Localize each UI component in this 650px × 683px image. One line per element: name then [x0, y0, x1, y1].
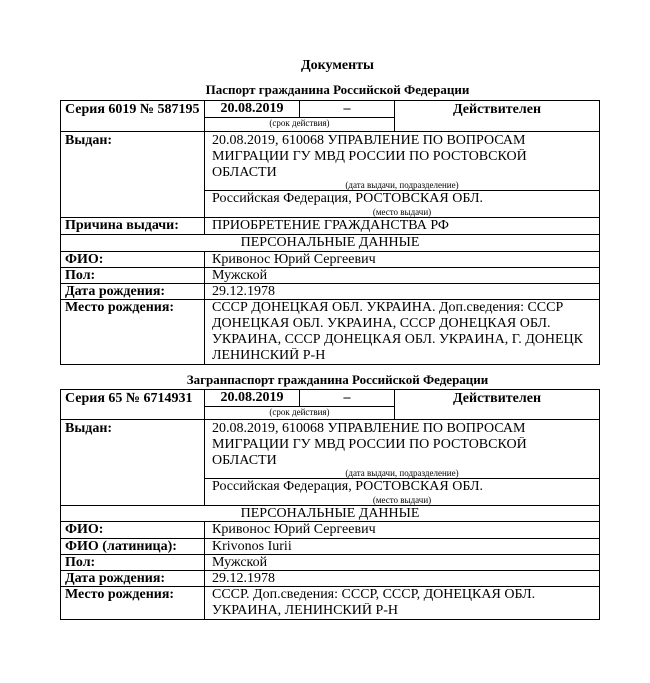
passport-birth-place-line: СССР ДОНЕЦКАЯ ОБЛ. УКРАИНА. Доп.сведения: СССР — [212, 300, 564, 315]
passport-issue-place: Российская Федерация, РОСТОВСКАЯ ОБЛ. — [212, 191, 484, 206]
passport-reason-label: Причина выдачи: — [61, 218, 205, 234]
passport-issued-caption: (дата выдачи, подразделение) — [345, 180, 459, 190]
foreign-issued-line: 20.08.2019, 610068 УПРАВЛЕНИЕ ПО ВОПРОСАМ — [212, 421, 526, 436]
passport-birth-place-value — [205, 300, 599, 364]
passport-validity-row — [61, 101, 599, 131]
foreign-issued-authority — [205, 420, 599, 479]
passport-validity-dates — [205, 101, 394, 118]
foreign-status: Действителен — [452, 391, 542, 406]
foreign-birth-date-label: Дата рождения: — [61, 571, 205, 586]
passport-issued-line: МИГРАЦИИ ГУ МВД РОССИИ ПО РОСТОВСКОЙ — [212, 149, 527, 164]
foreign-personal-data-header: ПЕРСОНАЛЬНЫЕ ДАННЫЕ — [240, 505, 420, 521]
foreign-issue-place-caption: (место выдачи) — [372, 495, 432, 505]
passport-full-name-value: Кривонос Юрий Сергеевич — [212, 252, 376, 267]
passport-series-number: Серия 6019 № 587195 — [61, 101, 205, 131]
foreign-full-name-row — [61, 521, 599, 538]
passport-heading: Паспорт гражданина Российской Федерации — [205, 82, 470, 97]
passport-issued-row — [61, 131, 599, 217]
foreign-issued-caption: (дата выдачи, подразделение) — [345, 468, 459, 478]
passport-personal-data-row — [61, 234, 599, 251]
passport-birth-date-value: 29.12.1978 — [212, 284, 275, 299]
foreign-birth-place-row — [61, 586, 599, 619]
passport-full-name-label: ФИО: — [61, 252, 205, 267]
passport-table — [60, 100, 600, 365]
foreign-passport-heading: Загранпаспорт гражданина Российской Федерации — [186, 372, 489, 387]
passport-validity-start-date: 20.08.2019 — [205, 101, 300, 117]
passport-validity-period — [205, 101, 395, 131]
passport-issued-label: Выдан: — [61, 132, 205, 217]
passport-validity-caption: (срок действия) — [269, 118, 330, 128]
foreign-full-name-latin-row — [61, 538, 599, 554]
passport-birth-place-label: Место рождения: — [61, 300, 205, 364]
foreign-sex-label: Пол: — [61, 555, 205, 570]
foreign-sex-row — [61, 554, 599, 570]
passport-status: Действителен — [452, 102, 542, 117]
passport-birth-place-row — [61, 299, 599, 364]
passport-issued-value — [205, 132, 599, 217]
foreign-birth-place-label: Место рождения: — [61, 587, 205, 619]
foreign-personal-data-row — [61, 505, 599, 521]
foreign-passport-table — [60, 389, 600, 620]
foreign-issued-value — [205, 420, 599, 505]
passport-reason-value: ПРИОБРЕТЕНИЕ ГРАЖДАНСТВА РФ — [212, 218, 449, 233]
passport-reason-row — [61, 217, 599, 234]
foreign-full-name-latin-value: Krivonos Iurii — [212, 539, 292, 554]
passport-issued-line: 20.08.2019, 610068 УПРАВЛЕНИЕ ПО ВОПРОСАМ — [212, 133, 526, 148]
foreign-birth-place-line: УКРАИНА, ЛЕНИНСКИЙ Р-Н — [212, 603, 399, 618]
foreign-validity-end-date: – — [343, 390, 351, 405]
page-title: Документы — [301, 58, 374, 73]
passport-birth-place-line: ЛЕНИНСКИЙ Р-Н — [212, 348, 326, 363]
foreign-validity-row — [61, 390, 599, 419]
foreign-full-name-label: ФИО: — [61, 522, 205, 538]
foreign-issued-label: Выдан: — [61, 420, 205, 505]
passport-issued-authority — [205, 132, 599, 191]
foreign-issued-line: МИГРАЦИИ ГУ МВД РОССИИ ПО РОСТОВСКОЙ — [212, 437, 527, 452]
passport-personal-data-header: ПЕРСОНАЛЬНЫЕ ДАННЫЕ — [240, 235, 420, 250]
passport-validity-end-date: – — [343, 101, 351, 116]
passport-sex-label: Пол: — [61, 268, 205, 283]
foreign-issue-place: Российская Федерация, РОСТОВСКАЯ ОБЛ. — [212, 479, 484, 494]
foreign-validity — [205, 390, 599, 419]
foreign-birth-date-row — [61, 570, 599, 586]
foreign-validity-dates — [205, 390, 394, 407]
passport-birth-date-label: Дата рождения: — [61, 284, 205, 299]
passport-birth-place-line: УКРАИНА, СССР ДОНЕЦКАЯ ОБЛ. УКРАИНА, Г. ДОНЕЦК — [212, 332, 583, 347]
passport-issued-line: ОБЛАСТИ — [212, 165, 277, 180]
passport-sex-row — [61, 267, 599, 283]
foreign-validity-caption: (срок действия) — [269, 407, 330, 417]
passport-issue-place-block — [205, 191, 599, 217]
foreign-issue-place-block — [205, 479, 599, 505]
foreign-birth-place-value — [205, 587, 599, 619]
passport-birth-place-line: ДОНЕЦКАЯ ОБЛ. УКРАИНА, СССР ДОНЕЦКАЯ ОБЛ. — [212, 316, 551, 331]
foreign-issued-row — [61, 419, 599, 505]
foreign-sex-value: Мужской — [212, 555, 268, 570]
foreign-full-name-value: Кривонос Юрий Сергеевич — [212, 522, 376, 537]
foreign-validity-period — [205, 390, 395, 419]
passport-birth-date-row — [61, 283, 599, 299]
passport-issue-place-caption: (место выдачи) — [372, 207, 432, 217]
passport-validity — [205, 101, 599, 131]
foreign-series-number: Серия 65 № 6714931 — [61, 390, 205, 419]
foreign-validity-start-date: 20.08.2019 — [205, 390, 300, 406]
foreign-issued-line: ОБЛАСТИ — [212, 453, 277, 468]
passport-full-name-row — [61, 251, 599, 267]
passport-sex-value: Мужской — [212, 268, 268, 283]
foreign-birth-date-value: 29.12.1978 — [212, 571, 275, 586]
foreign-birth-place-line: СССР. Доп.сведения: СССР, СССР, ДОНЕЦКАЯ ОБЛ. — [212, 587, 536, 602]
foreign-full-name-latin-label: ФИО (латиница): — [61, 539, 205, 554]
